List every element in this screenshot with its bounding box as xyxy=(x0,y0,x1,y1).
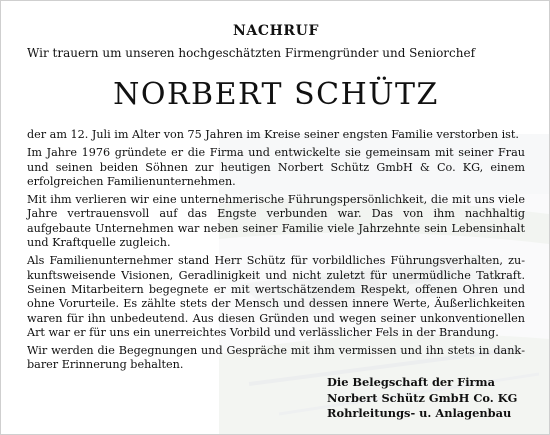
signature-line: Norbert Schütz GmbH Co. KG xyxy=(327,390,518,405)
signature-block xyxy=(327,375,517,422)
paragraph: Im Jahre 1976 gründete er die Firma und entwickelte sie gemeinsam mit seiner Frau und seinen beiden Söhnen zur heutigen Norbert Schütz GmbH & Co. KG, einem erfolgreichen Familienunternehmen. xyxy=(27,146,525,188)
paragraph: Mit ihm verlieren wir eine unternehmerische Führungspersönlichkeit, die mit uns viele Jahre vertrauensvoll auf das Engste verbunden war. Das von ihm nachhaltig aufgebaute Unternehmen war neben seiner Familie viele Jahrzehnte sein Lebensinhalt und Kraftquelle zugleich. xyxy=(27,193,525,250)
signature-line: Rohrleitungs- u. Anlagenbau xyxy=(327,406,512,420)
paragraph: Wir werden die Begegnungen und Gespräche mit ihm vermissen und ihn stets in dankbarer Erinnerung behalten. xyxy=(27,344,525,372)
deceased-name: NORBERT SCHÜTZ xyxy=(113,77,439,112)
obituary-body xyxy=(27,128,525,377)
signature-line: Die Belegschaft der Firma xyxy=(327,375,495,389)
paragraph: Als Familienunternehmer stand Herr Schütz für vorbildliches Führungsverhalten, zukunftsweisende Visionen, Geradlinigkeit und nicht zuletzt für unermüdliche Tatkraft. Seinen Mitarbeitern begegnete er mit wertschätzendem Respekt, offenen Ohren und ohne Vorurteile. Es zählte stets der Mensch und dessen innere Werte, Äußerlichkeiten waren für ihn unbedeutend. Aus diesen Gründen und wegen seiner unkonventionellen Art war er für uns ein unerreichtes Vorbild und verlässlicher Fels in der Brandung. xyxy=(27,254,525,339)
intro-line: Wir trauern um unseren hochgeschätzten Firmengründer und Seniorchef xyxy=(27,46,476,60)
paragraph: der am 12. Juli im Alter von 75 Jahren im Kreise seiner engsten Familie verstorben ist. xyxy=(27,128,519,141)
notice-kicker: NACHRUF xyxy=(232,23,319,39)
